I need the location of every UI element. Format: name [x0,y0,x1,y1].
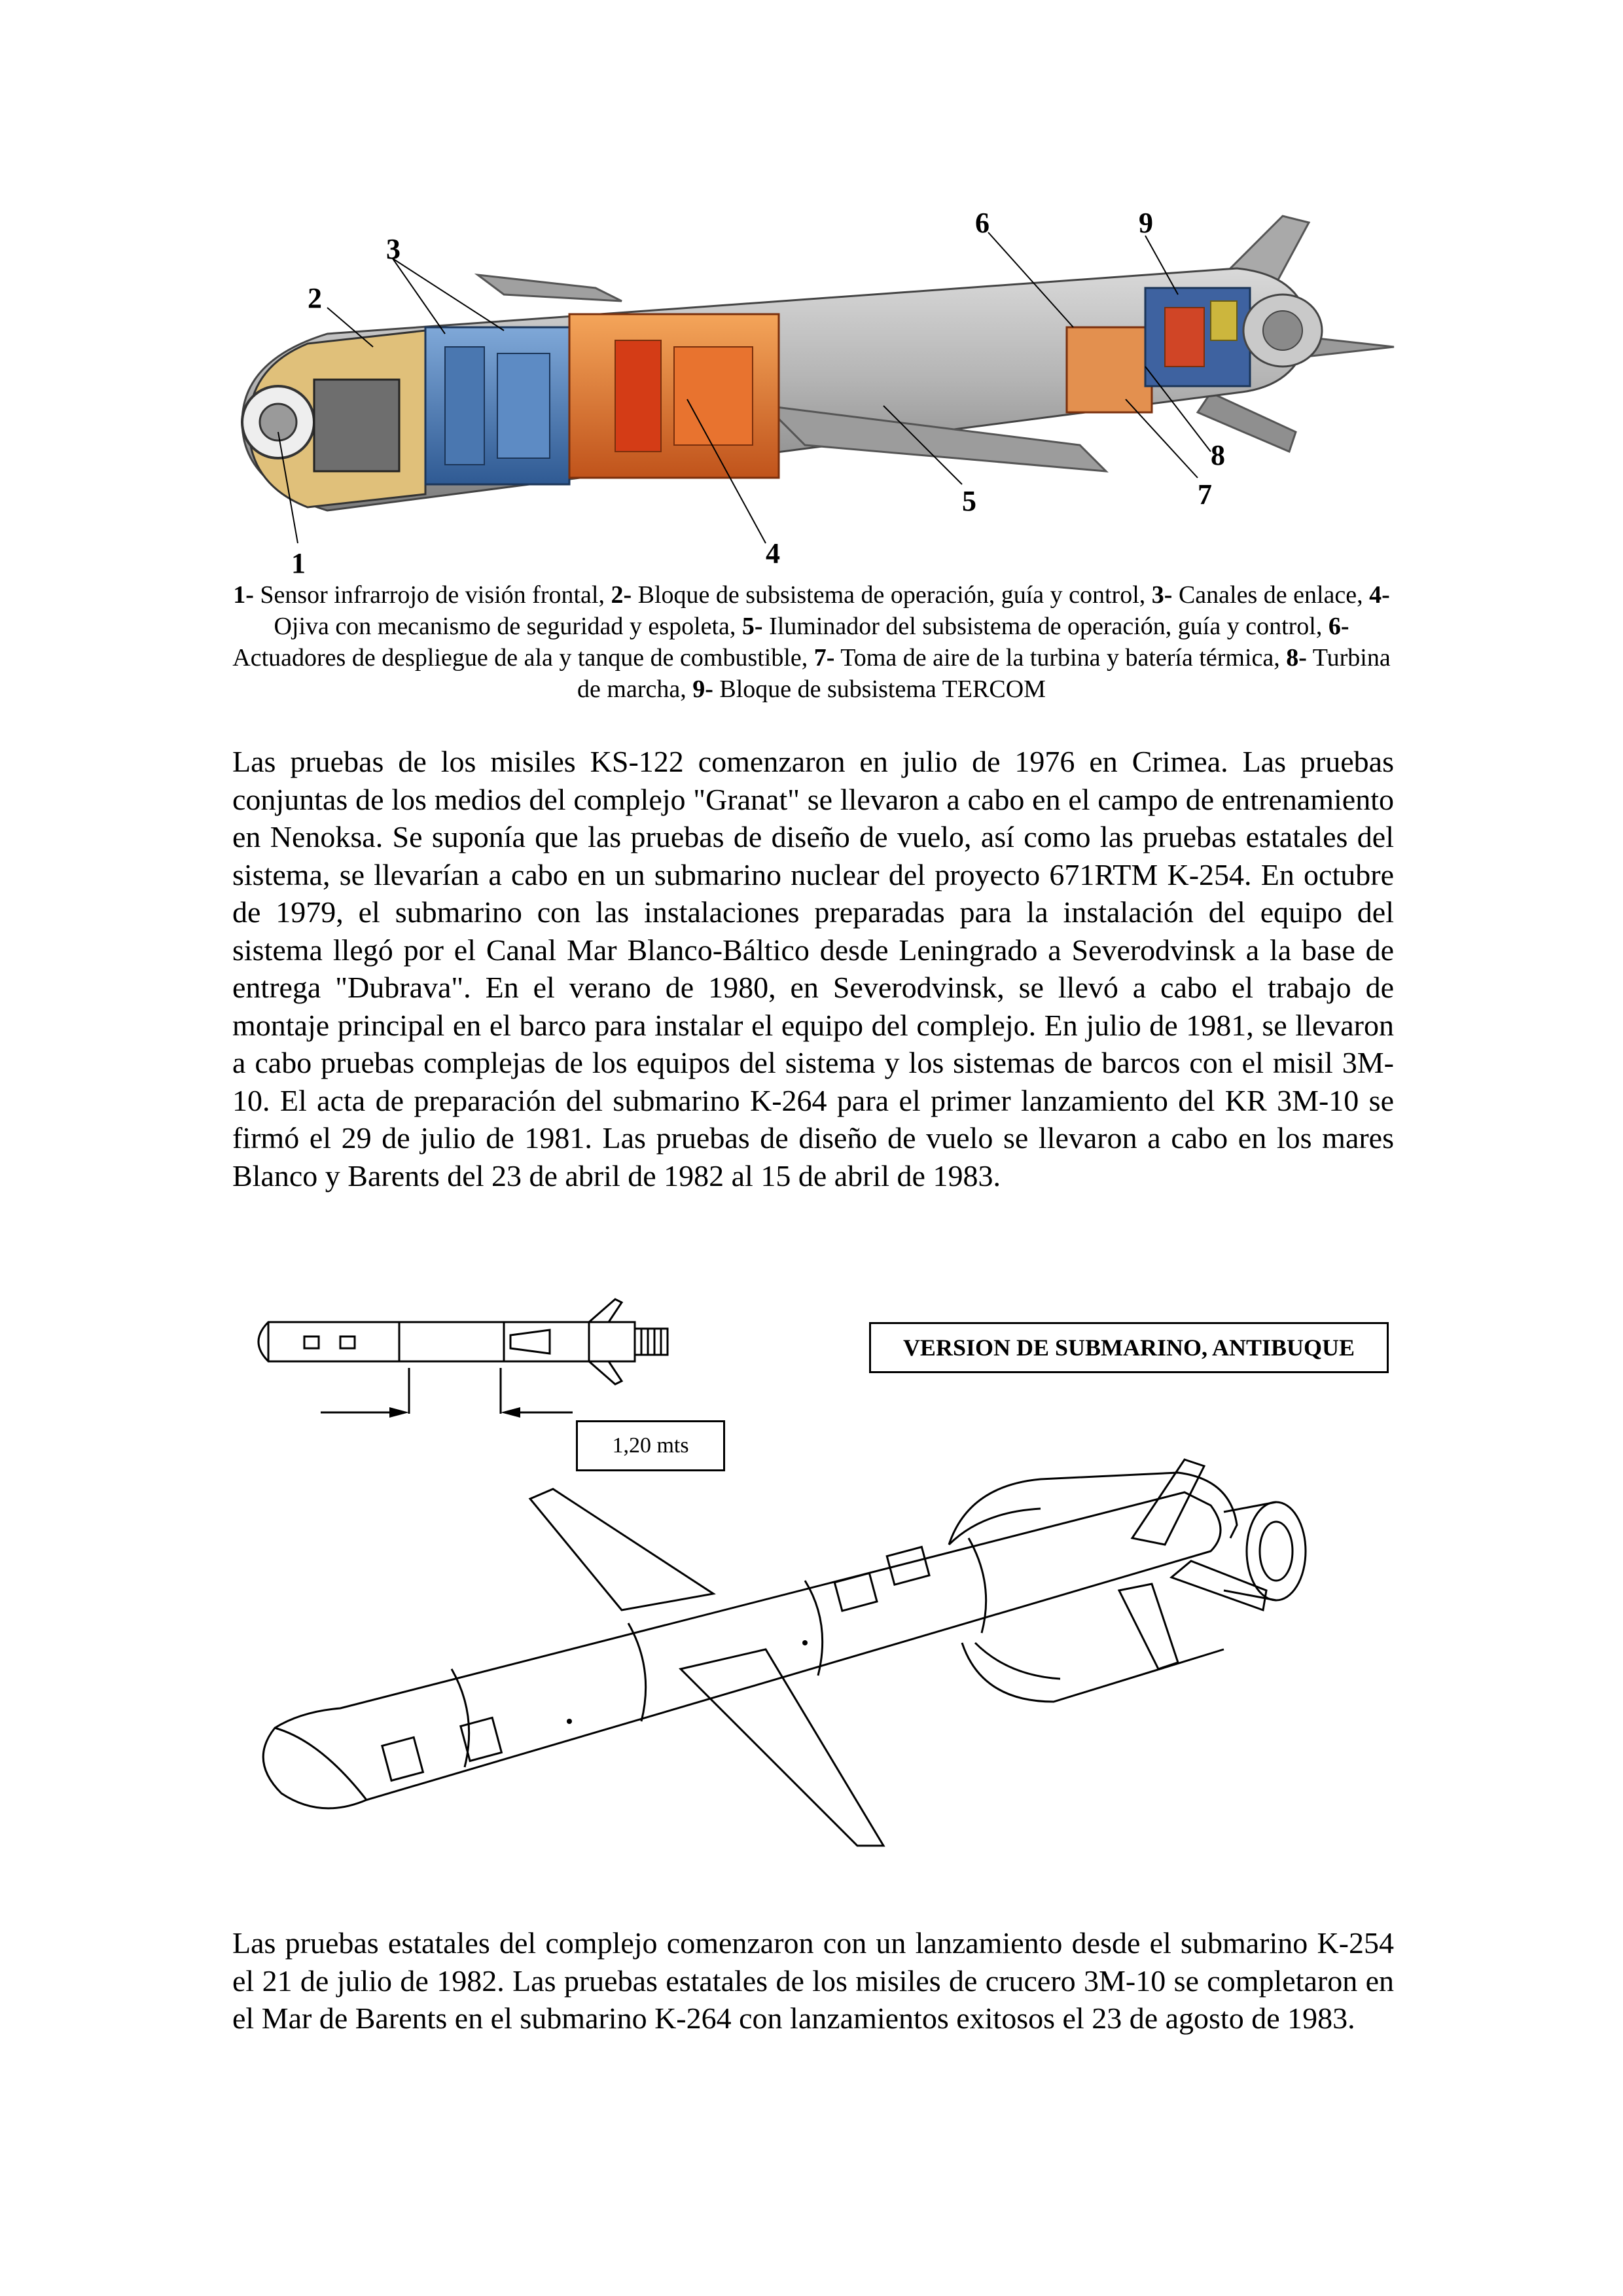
callout-4: 4 [766,537,780,569]
callout-7: 7 [1198,478,1212,511]
caption-text-1: Sensor infrarrojo de visión frontal, [253,581,611,609]
missile-cutaway-illustration [229,196,1407,589]
caption-num-5: 5- [741,613,763,640]
caption-text-2: Bloque de subsistema de operación, guía y control, [632,581,1152,609]
caption-num-9: 9- [692,675,713,703]
caption-num-8: 8- [1286,644,1307,672]
callout-2: 2 [308,282,322,314]
caption-text-7: Toma de aire de la turbina y batería térmica, [834,644,1287,672]
caption-text-3: Canales de enlace, [1172,581,1370,609]
callout-9: 9 [1139,207,1153,239]
version-label-box: VERSION DE SUBMARINO, ANTIBUQUE [869,1322,1389,1373]
missile-isometric-drawing [229,1453,1407,1885]
callout-1: 1 [291,547,306,579]
caption-num-6: 6- [1328,613,1349,640]
caption-text-4: Ojiva con mecanismo de seguridad y espoleta, [274,613,742,640]
caption-text-5: Iluminador del subsistema de operación, guía y control, [762,613,1329,640]
caption-num-1: 1- [233,581,254,609]
caption-num-4: 4- [1369,581,1390,609]
caption-num-7: 7- [813,644,835,672]
caption-text-6: Actuadores de despliegue de ala y tanque de combustible, [232,644,814,672]
missile-side-view-drawing [242,1289,818,1446]
caption-num-2: 2- [611,581,632,609]
caption-text-9: Bloque de subsistema TERCOM [713,675,1046,703]
body-paragraph-2: Las pruebas estatales del complejo comenzaron con un lanzamiento desde el submarino K-254 el 21 de julio de 1982. Las pruebas estatales de los misiles de crucero 3M-10 se completaron en el Mar de Barents en el submarino K-264 con lanzamientos exitosos el 23 de agosto de 1983. [232,1926,1394,2035]
dimension-label-box: 1,20 mts [576,1420,725,1471]
callout-3: 3 [386,233,401,265]
callout-8: 8 [1211,439,1225,471]
caption-text-8: Turbina de marcha, [577,644,1391,703]
body-paragraph-1: Las pruebas de los misiles KS-122 comenzaron en julio de 1976 en Crimea. Las pruebas conjuntas de los medios del complejo "Granat" se llevaron a cabo en el campo de entrenamiento en Nenoksa. Se suponía que las pruebas de diseño de vuelo, así como las pruebas estatales del sistema, se llevarían a cabo en un submarino nuclear del proyecto 671RTM K-254. En octubre de 1979, el submarino con las instalaciones preparadas para la instalación del equipo del sistema llegó por el Canal Mar Blanco-Báltico desde Leningrado a Severodvinsk a la base de entrega "Dubrava". En el verano de 1980, en Severodvinsk, se llevó a cabo el trabajo de montaje principal en el barco para instalar el equipo del complejo. En julio de 1981, se llevaron a cabo pruebas complejas de los equipos del sistema y los sistemas de barcos con el misil 3M-10. El acta de preparación del submarino K-264 para el primer lanzamiento del KR 3M-10 se firmó el 29 de julio de 1981. Las pruebas de diseño de vuelo se llevaron a cabo en los mares Blanco y Barents del 23 de abril de 1982 al 15 de abril de 1983. [232,745,1394,1193]
callout-5: 5 [962,485,976,517]
caption-num-3: 3- [1151,581,1173,609]
callout-6: 6 [975,207,990,239]
figure-caption [223,579,1400,705]
